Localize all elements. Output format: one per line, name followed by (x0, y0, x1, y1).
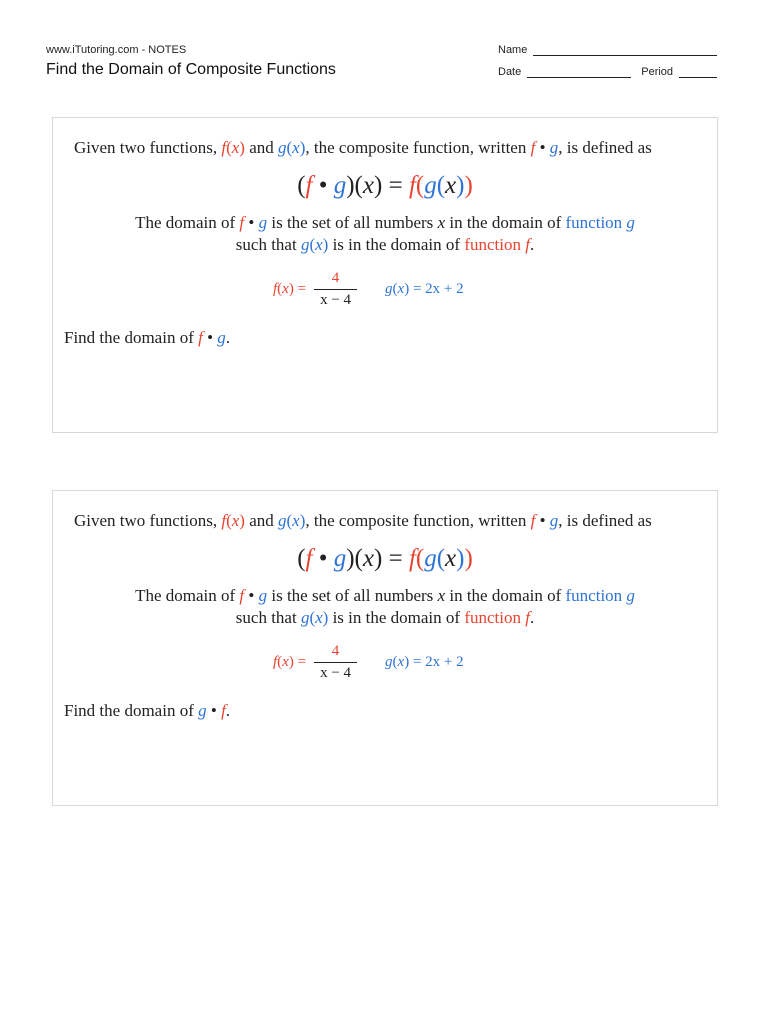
name-input-line[interactable] (533, 45, 717, 56)
problem-card-1 (52, 117, 718, 433)
period-input-line[interactable] (679, 67, 717, 78)
date-label: Date (498, 66, 522, 78)
composition-formula: (f • g)(x) = f(g(x)) (297, 172, 473, 199)
g-of-x: g(x) (278, 511, 306, 530)
domain-definition-line-1: The domain of f • g is the set of all numbers x in the domain of function g (135, 213, 635, 232)
f-definition: f(x) = (273, 654, 307, 670)
intro-text: Given two functions, f(x) and g(x), the composite function, written f • g, is defined as (74, 511, 652, 530)
name-label: Name (498, 44, 528, 56)
page-title: Find the Domain of Composite Functions (46, 61, 336, 78)
date-input-line[interactable] (527, 67, 631, 78)
f-fraction: $\frac{4}{x - 4}$ (314, 643, 357, 682)
composition-f-g: f • g (530, 138, 559, 157)
name-field-row (498, 44, 717, 56)
domain-definition-line-1: The domain of f • g is the set of all numbers x in the domain of function g (135, 586, 635, 605)
f-of-x: f(x) (221, 511, 245, 530)
problem-card-2 (52, 490, 718, 806)
composition-f-g: f • g (530, 511, 559, 530)
f-fraction: $\frac{4}{x - 4}$ (314, 270, 357, 309)
site-label: www.iTutoring.com - NOTES (46, 44, 187, 56)
question-text: Find the domain of f • g. (64, 328, 231, 347)
g-definition: g(x) = 2x + 2 (385, 654, 464, 670)
function-definitions (273, 270, 464, 309)
f-of-x: f(x) (221, 138, 245, 157)
question-text: Find the domain of g • f. (64, 701, 231, 720)
function-definitions (273, 643, 464, 682)
intro-text: Given two functions, f(x) and g(x), the composite function, written f • g, is defined as (74, 138, 652, 157)
f-definition: f(x) = (273, 281, 307, 297)
domain-definition-line-2: such that g(x) is in the domain of function f. (235, 608, 535, 627)
g-of-x: g(x) (278, 138, 306, 157)
period-label: Period (641, 66, 674, 78)
g-definition: g(x) = 2x + 2 (385, 281, 464, 297)
composition-formula: (f • g)(x) = f(g(x)) (297, 545, 473, 572)
domain-definition-line-2: such that g(x) is in the domain of function f. (235, 235, 535, 254)
date-field-row (498, 66, 717, 78)
